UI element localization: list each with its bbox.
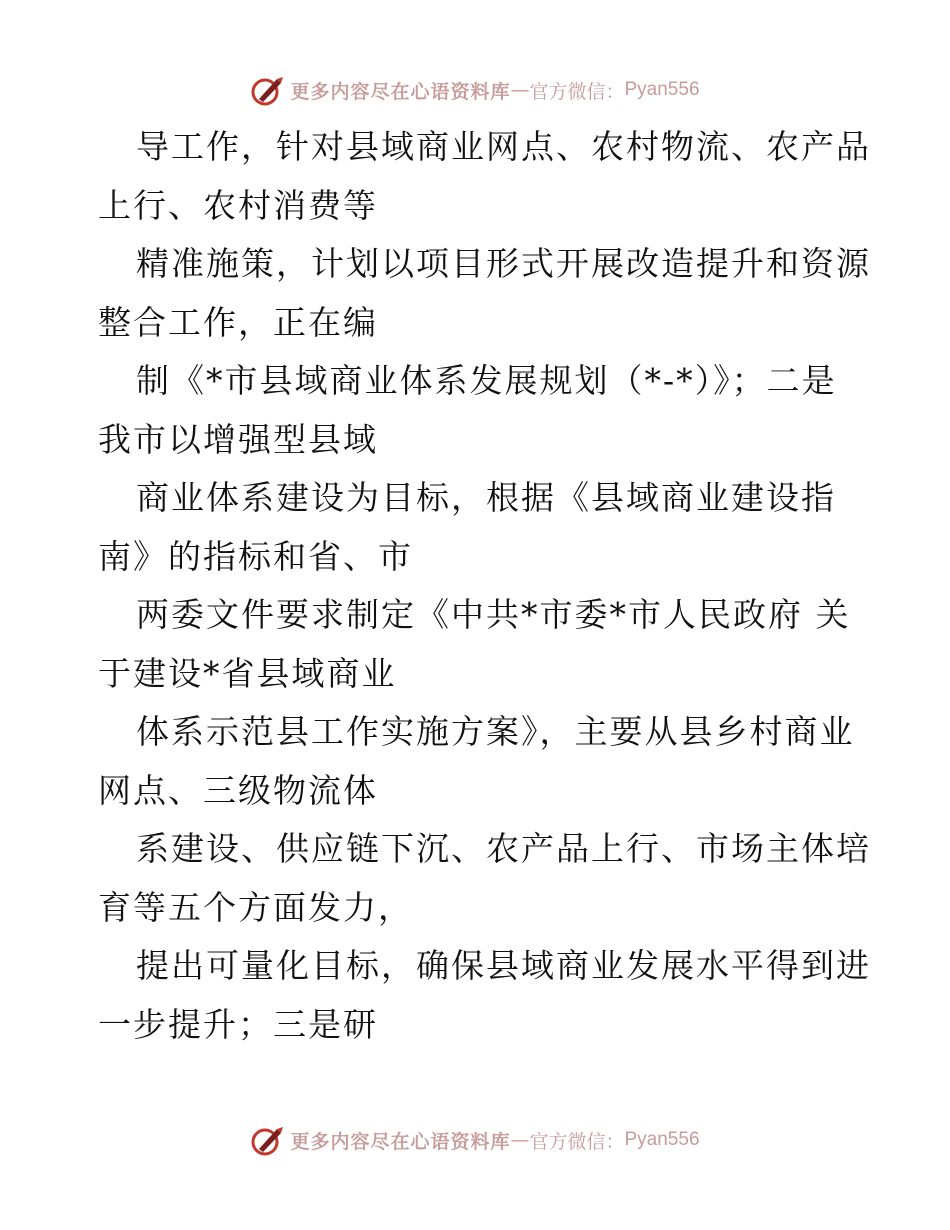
text-line: 一步提升；三是研 — [98, 1004, 378, 1044]
pen-logo-icon — [250, 1123, 284, 1157]
text-line: 于建设*省县域商业 — [98, 653, 397, 693]
watermark-label: 官方微信： — [529, 1130, 625, 1153]
text-line: 南》的指标和省、市 — [98, 536, 413, 576]
text-line: 网点、三级物流体 — [98, 770, 378, 810]
watermark-site-text: 更多内容尽在心语资料库 — [290, 80, 511, 103]
text-line: 我市以增强型县域 — [98, 419, 378, 459]
document-body — [98, 118, 871, 1054]
watermark-wechat-id: Pyan556 — [624, 79, 700, 100]
text-line: 导工作，针对县域商业网点、农村物流、农产品 — [136, 127, 871, 166]
text-line: 商业体系建设为目标，根据《县域商业建设指 — [136, 478, 836, 517]
footer-watermark — [0, 1120, 950, 1160]
text-line: 整合工作，正在编 — [98, 302, 378, 342]
text-line: 上行、农村消费等 — [98, 185, 378, 225]
text-line: 体系示范县工作实施方案》，主要从县乡村商业 — [136, 712, 855, 751]
pen-logo-icon — [250, 73, 284, 107]
watermark-dash: — — [510, 1129, 530, 1151]
text-line: 提出可量化目标，确保县域商业发展水平得到进 — [136, 946, 871, 985]
watermark-dash: — — [510, 79, 530, 101]
text-line: 制《*市县域商业体系发展规划（*-*）》；二是 — [136, 361, 837, 400]
text-line: 育等五个方面发力， — [98, 887, 413, 927]
text-line: 两委文件要求制定《中共*市委*市人民政府 关 — [136, 595, 851, 634]
header-watermark — [0, 70, 950, 110]
watermark-label: 官方微信： — [529, 80, 625, 103]
text-line: 精准施策，计划以项目形式开展改造提升和资源 — [136, 244, 871, 283]
watermark-wechat-id: Pyan556 — [624, 1129, 700, 1150]
watermark-site-text: 更多内容尽在心语资料库 — [290, 1130, 511, 1153]
text-line: 系建设、供应链下沉、农产品上行、市场主体培 — [136, 829, 871, 868]
